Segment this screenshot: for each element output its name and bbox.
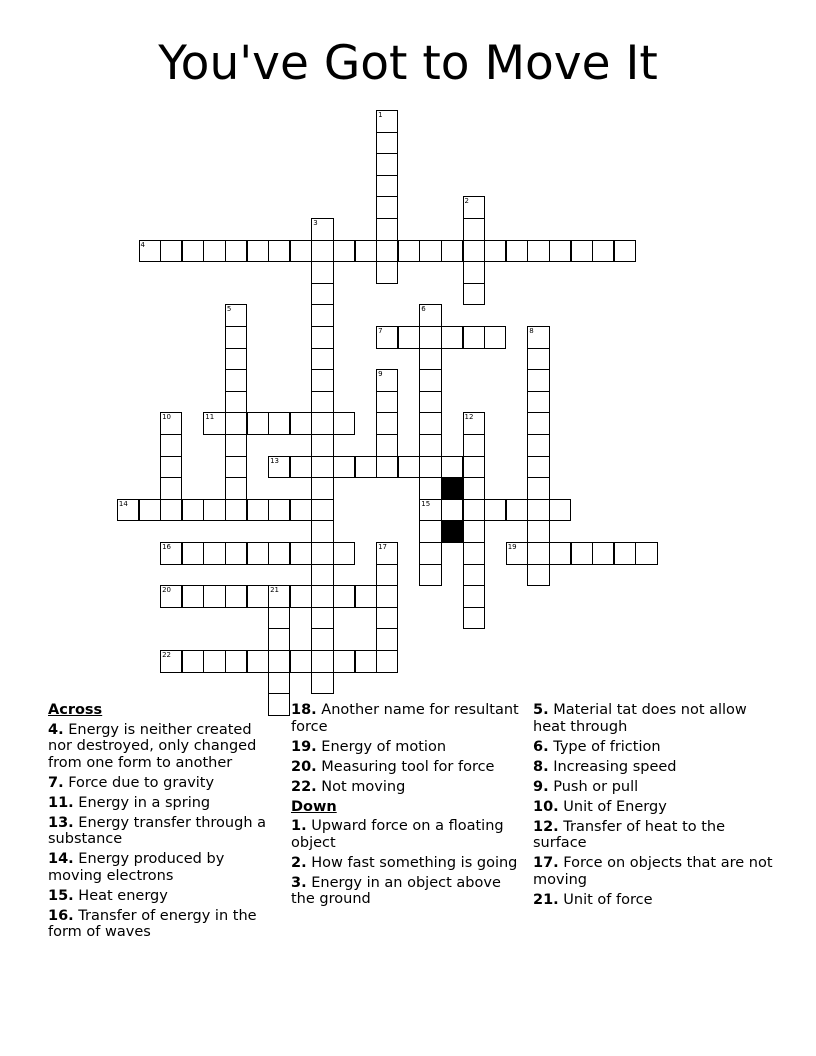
grid-cell[interactable] [376, 542, 398, 565]
clue-text: Transfer of energy in the form of waves [48, 907, 257, 940]
clue-number-label: 2. [291, 854, 307, 871]
grid-cell[interactable] [463, 456, 485, 479]
grid-cell[interactable] [376, 607, 398, 630]
grid-cell[interactable] [376, 412, 398, 435]
grid-cell[interactable] [311, 607, 333, 630]
clue-column-1 [48, 702, 278, 944]
down-clue [291, 875, 521, 908]
grid-cell[interactable] [571, 542, 593, 565]
grid-cell[interactable] [225, 304, 247, 327]
grid-cell[interactable] [333, 585, 355, 608]
grid-cell[interactable] [376, 391, 398, 414]
grid-cell[interactable] [484, 499, 506, 522]
across-clue [291, 739, 521, 756]
clue-number: 17 [378, 543, 388, 551]
grid-cell[interactable] [160, 240, 182, 263]
clue-number-label: 4. [48, 721, 64, 738]
grid-cell[interactable] [139, 240, 161, 263]
grid-cell[interactable] [268, 240, 290, 263]
clue-number: 2 [464, 197, 469, 206]
grid-cell[interactable] [441, 326, 463, 349]
clue-text: Force due to gravity [63, 774, 215, 791]
grid-cell[interactable] [527, 412, 549, 435]
grid-cell[interactable] [160, 456, 182, 479]
grid-cell[interactable] [376, 132, 398, 155]
grid-cell[interactable] [182, 650, 204, 673]
grid-cell[interactable] [549, 542, 571, 565]
grid-cell[interactable] [419, 542, 441, 565]
grid-cell[interactable] [376, 110, 398, 133]
down-clue [533, 855, 773, 888]
grid-cell[interactable] [333, 542, 355, 565]
grid-cell[interactable] [139, 499, 161, 522]
grid-cell[interactable] [463, 218, 485, 241]
grid-cell[interactable] [355, 585, 377, 608]
black-square [441, 477, 463, 500]
clue-text: Unit of force [558, 891, 653, 908]
grid-cell[interactable] [527, 499, 549, 522]
grid-cell[interactable] [225, 499, 247, 522]
grid-cell[interactable] [311, 542, 333, 565]
clue-number-label: 15. [48, 887, 74, 904]
grid-cell[interactable] [203, 650, 225, 673]
grid-cell[interactable] [268, 412, 290, 435]
clue-text: Energy produced by moving electrons [48, 851, 225, 884]
grid-cell[interactable] [484, 326, 506, 349]
down-clue [533, 819, 773, 852]
grid-cell[interactable] [225, 240, 247, 263]
grid-cell[interactable] [247, 240, 269, 263]
clue-number: 10 [162, 413, 172, 422]
grid-cell[interactable] [290, 412, 312, 435]
clue-number-label: 18. [291, 702, 317, 718]
grid-cell[interactable] [419, 391, 441, 414]
grid-cell[interactable] [290, 499, 312, 522]
grid-cell[interactable] [247, 650, 269, 673]
clue-text: Material tat does not allow heat through [533, 702, 747, 735]
grid-cell[interactable] [527, 391, 549, 414]
grid-cell[interactable] [376, 369, 398, 392]
clue-number: 13 [270, 456, 280, 465]
grid-cell[interactable] [311, 412, 333, 435]
across-clue [48, 908, 278, 941]
clue-number-label: 14. [48, 851, 74, 867]
grid-cell[interactable] [225, 412, 247, 435]
grid-cell[interactable] [268, 628, 290, 651]
across-clue [48, 888, 278, 905]
grid-cell[interactable] [441, 456, 463, 479]
grid-cell[interactable] [527, 477, 549, 500]
grid-cell[interactable] [614, 240, 636, 263]
grid-cell[interactable] [268, 607, 290, 630]
grid-cell[interactable] [355, 650, 377, 673]
grid-cell[interactable] [311, 326, 333, 349]
across-clue [291, 759, 521, 776]
clue-number: 21 [270, 586, 280, 595]
grid-cell[interactable] [506, 542, 528, 565]
clue-number: 14 [118, 499, 128, 508]
grid-cell[interactable] [463, 499, 485, 522]
grid-cell[interactable] [311, 499, 333, 522]
clue-number-label: 11. [48, 794, 74, 811]
page-title: You've Got to Move It [158, 36, 658, 91]
grid-cell[interactable] [376, 326, 398, 349]
clue-number-label: 7. [48, 774, 64, 791]
grid-cell[interactable] [268, 542, 290, 565]
grid-cell[interactable] [203, 499, 225, 522]
grid-cell[interactable] [225, 477, 247, 500]
grid-cell[interactable] [333, 412, 355, 435]
grid-cell[interactable] [311, 672, 333, 695]
clue-number: 4 [140, 240, 145, 249]
grid-cell[interactable] [225, 585, 247, 608]
grid-cell[interactable] [311, 218, 333, 241]
clue-column-3 [533, 702, 773, 912]
grid-cell[interactable] [311, 628, 333, 651]
clue-number-label: 17. [533, 855, 559, 871]
grid-cell[interactable] [376, 456, 398, 479]
clue-number: 19 [507, 543, 517, 551]
clue-number: 20 [162, 586, 172, 595]
grid-cell[interactable] [182, 499, 204, 522]
grid-cell[interactable] [527, 456, 549, 479]
grid-cell[interactable] [419, 369, 441, 392]
grid-cell[interactable] [333, 240, 355, 263]
grid-cell[interactable] [376, 434, 398, 457]
grid-cell[interactable] [419, 564, 441, 587]
grid-cell[interactable] [527, 542, 549, 565]
grid-cell[interactable] [311, 369, 333, 392]
down-clue [533, 779, 773, 796]
clue-number-label: 19. [291, 738, 317, 755]
grid-cell[interactable] [311, 348, 333, 371]
grid-cell[interactable] [160, 499, 182, 522]
grid-cell[interactable] [182, 542, 204, 565]
grid-cell[interactable] [355, 456, 377, 479]
grid-cell[interactable] [268, 585, 290, 608]
clue-text: Energy in an object above the ground [291, 874, 501, 907]
clue-text: Not moving [316, 778, 406, 795]
grid-cell[interactable] [441, 499, 463, 522]
grid-cell[interactable] [463, 326, 485, 349]
down-clue [533, 799, 773, 816]
grid-cell[interactable] [527, 240, 549, 263]
grid-cell[interactable] [419, 520, 441, 543]
clue-number: 7 [378, 327, 383, 335]
grid-cell[interactable] [333, 650, 355, 673]
clue-number: 22 [162, 651, 172, 659]
grid-cell[interactable] [247, 585, 269, 608]
grid-cell[interactable] [203, 240, 225, 263]
grid-cell[interactable] [376, 196, 398, 219]
grid-cell[interactable] [311, 304, 333, 327]
grid-cell[interactable] [463, 196, 485, 219]
grid-cell[interactable] [376, 175, 398, 198]
clue-column-2 [291, 702, 521, 911]
grid-cell[interactable] [225, 369, 247, 392]
grid-cell[interactable] [203, 542, 225, 565]
grid-cell[interactable] [463, 585, 485, 608]
clue-number: 11 [205, 413, 215, 422]
grid-cell[interactable] [419, 499, 441, 522]
grid-cell[interactable] [592, 542, 614, 565]
grid-cell[interactable] [398, 456, 420, 479]
grid-cell[interactable] [419, 326, 441, 349]
grid-cell[interactable] [527, 520, 549, 543]
grid-cell[interactable] [117, 499, 139, 522]
grid-cell[interactable] [419, 240, 441, 263]
grid-cell[interactable] [311, 650, 333, 673]
down-clue [533, 702, 773, 735]
grid-cell[interactable] [247, 499, 269, 522]
clue-number: 5 [226, 305, 232, 314]
grid-cell[interactable] [160, 585, 182, 608]
clue-number-label: 13. [48, 814, 74, 831]
grid-cell[interactable] [527, 326, 549, 349]
grid-cell[interactable] [419, 434, 441, 457]
down-clue [291, 855, 521, 872]
clue-number: 8 [529, 327, 534, 335]
clue-number-label: 16. [48, 907, 74, 924]
grid-cell[interactable] [225, 326, 247, 349]
grid-cell[interactable] [376, 240, 398, 263]
grid-cell[interactable] [268, 456, 290, 479]
grid-cell[interactable] [355, 240, 377, 263]
down-clue [533, 892, 773, 909]
grid-cell[interactable] [290, 542, 312, 565]
clue-text: Push or pull [548, 778, 639, 795]
clue-number: 1 [378, 111, 383, 119]
grid-cell[interactable] [160, 542, 182, 565]
black-square [441, 520, 463, 543]
grid-cell[interactable] [247, 412, 269, 435]
grid-cell[interactable] [419, 477, 441, 500]
grid-cell[interactable] [311, 283, 333, 306]
grid-cell[interactable] [463, 283, 485, 306]
grid-cell[interactable] [225, 434, 247, 457]
clue-text: Transfer of heat to the surface [533, 818, 726, 851]
grid-cell[interactable] [549, 499, 571, 522]
clue-number-label: 10. [533, 798, 559, 815]
clue-number: 15 [421, 499, 431, 508]
grid-cell[interactable] [311, 434, 333, 457]
grid-cell[interactable] [182, 585, 204, 608]
grid-cell[interactable] [247, 542, 269, 565]
grid-cell[interactable] [441, 240, 463, 263]
across-clue [48, 851, 278, 884]
clue-number-label: 21. [533, 891, 559, 908]
grid-cell[interactable] [203, 585, 225, 608]
clue-text: Upward force on a floating object [291, 818, 504, 851]
clue-text: Heat energy [73, 887, 168, 904]
grid-cell[interactable] [463, 412, 485, 435]
clue-text: Another name for resultant force [291, 702, 519, 735]
grid-cell[interactable] [419, 456, 441, 479]
grid-cell[interactable] [268, 499, 290, 522]
down-clue [533, 759, 773, 776]
grid-cell[interactable] [419, 304, 441, 327]
grid-cell[interactable] [290, 240, 312, 263]
grid-cell[interactable] [311, 520, 333, 543]
across-clue [48, 815, 278, 848]
down-clue [533, 739, 773, 756]
clue-text: Energy of motion [316, 738, 447, 755]
grid-cell[interactable] [290, 585, 312, 608]
grid-cell[interactable] [311, 456, 333, 479]
grid-cell[interactable] [463, 520, 485, 543]
grid-cell[interactable] [182, 240, 204, 263]
grid-cell[interactable] [160, 434, 182, 457]
grid-cell[interactable] [398, 240, 420, 263]
grid-cell[interactable] [527, 434, 549, 457]
clue-number-label: 20. [291, 758, 317, 775]
grid-cell[interactable] [527, 348, 549, 371]
grid-cell[interactable] [160, 650, 182, 673]
grid-cell[interactable] [225, 456, 247, 479]
clue-text: Increasing speed [548, 758, 677, 775]
grid-cell[interactable] [463, 564, 485, 587]
clue-number-label: 22. [291, 778, 317, 795]
grid-cell[interactable] [225, 391, 247, 414]
grid-cell[interactable] [376, 153, 398, 176]
clue-text: Measuring tool for force [316, 758, 495, 775]
across-heading: Across [48, 702, 103, 718]
clue-number-label: 8. [533, 758, 549, 775]
clue-number: 3 [313, 219, 318, 227]
clue-text: Force on objects that are not moving [533, 855, 773, 888]
grid-cell[interactable] [376, 218, 398, 241]
grid-cell[interactable] [311, 585, 333, 608]
grid-cell[interactable] [225, 348, 247, 371]
across-clue [48, 722, 278, 772]
grid-cell[interactable] [290, 456, 312, 479]
clue-text: Energy is neither created nor destroyed, only changed from one form to another [48, 721, 257, 771]
grid-cell[interactable] [333, 456, 355, 479]
clue-number-label: 1. [291, 818, 307, 834]
grid-cell[interactable] [225, 650, 247, 673]
clue-text: How fast something is going [306, 854, 518, 871]
across-clue [291, 779, 521, 796]
grid-cell[interactable] [311, 240, 333, 263]
clue-number-label: 5. [533, 702, 549, 718]
grid-cell[interactable] [614, 542, 636, 565]
grid-cell[interactable] [484, 240, 506, 263]
clue-number: 12 [464, 413, 474, 422]
clue-text: Energy transfer through a substance [48, 814, 267, 847]
down-clue [291, 818, 521, 851]
grid-cell[interactable] [376, 261, 398, 284]
across-clue [48, 795, 278, 812]
clue-number-label: 3. [291, 874, 307, 891]
grid-cell[interactable] [463, 607, 485, 630]
grid-cell[interactable] [225, 542, 247, 565]
grid-cell[interactable] [506, 240, 528, 263]
across-clue [48, 775, 278, 792]
clue-number: 6 [421, 305, 426, 314]
grid-cell[interactable] [311, 564, 333, 587]
grid-cell[interactable] [290, 650, 312, 673]
grid-cell[interactable] [203, 412, 225, 435]
grid-cell[interactable] [592, 240, 614, 263]
grid-cell[interactable] [311, 477, 333, 500]
clue-number: 9 [378, 370, 383, 379]
grid-cell[interactable] [506, 499, 528, 522]
clue-text: Type of friction [548, 738, 661, 755]
clue-text: Unit of Energy [558, 798, 667, 815]
grid-cell[interactable] [311, 261, 333, 284]
grid-cell[interactable] [571, 240, 593, 263]
across-clue [291, 702, 521, 735]
grid-cell[interactable] [268, 650, 290, 673]
grid-cell[interactable] [376, 585, 398, 608]
grid-cell[interactable] [549, 240, 571, 263]
grid-cell[interactable] [311, 391, 333, 414]
grid-cell[interactable] [463, 261, 485, 284]
grid-cell[interactable] [419, 412, 441, 435]
grid-cell[interactable] [160, 477, 182, 500]
grid-cell[interactable] [419, 348, 441, 371]
clue-text: Energy in a spring [73, 794, 211, 811]
grid-cell[interactable] [463, 434, 485, 457]
grid-cell[interactable] [463, 240, 485, 263]
grid-cell[interactable] [376, 628, 398, 651]
grid-cell[interactable] [527, 564, 549, 587]
down-heading: Down [291, 798, 337, 815]
clue-number: 16 [162, 543, 172, 551]
clue-number-label: 12. [533, 818, 559, 835]
grid-cell[interactable] [398, 326, 420, 349]
clue-number-label: 6. [533, 738, 549, 755]
grid-cell[interactable] [463, 542, 485, 565]
grid-cell[interactable] [635, 542, 657, 565]
grid-cell[interactable] [160, 412, 182, 435]
grid-cell[interactable] [527, 369, 549, 392]
clue-number-label: 9. [533, 778, 549, 795]
grid-cell[interactable] [463, 477, 485, 500]
grid-cell[interactable] [376, 650, 398, 673]
grid-cell[interactable] [376, 564, 398, 587]
grid-cell[interactable] [268, 672, 290, 695]
